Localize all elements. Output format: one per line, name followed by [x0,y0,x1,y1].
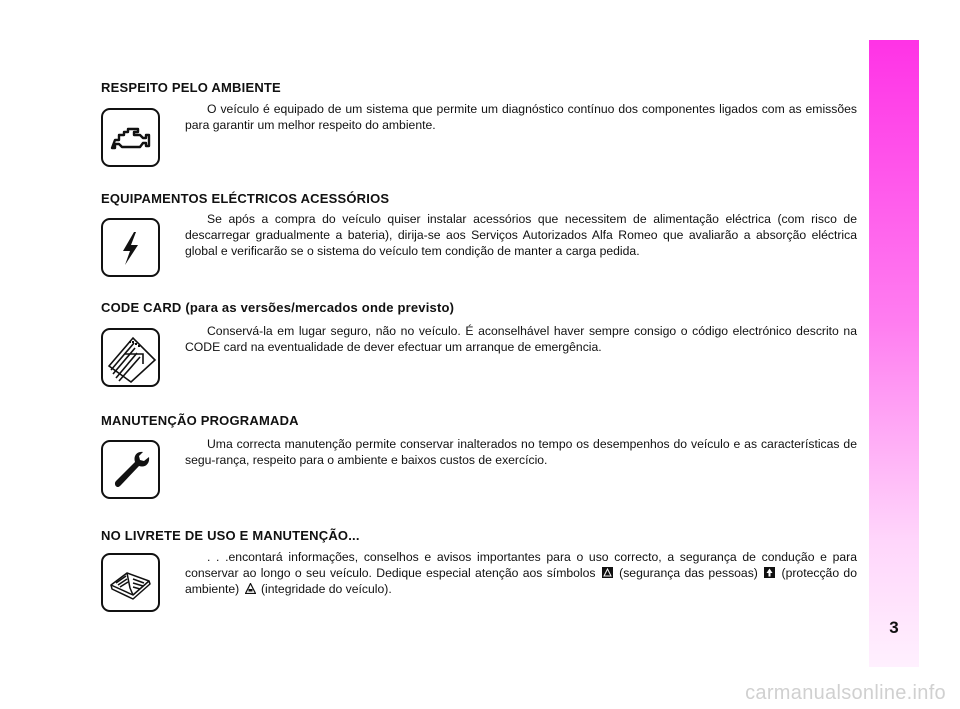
section-title: EQUIPAMENTOS ELÉCTRICOS ACESSÓRIOS [101,191,390,206]
page-number: 3 [889,618,899,637]
text-part: (integridade do veículo). [257,582,392,596]
vehicle-integrity-icon [245,583,256,594]
person-safety-icon [602,567,613,578]
text-part: . . .encontará informações, conselhos e avisos importantes para o uso correcto, a segurança de condução e para conservar ao longo o seu veículo. Dedique especial atenção aos símbolos [185,550,857,580]
section-text: O veículo é equipado de um sistema que permite um diagnóstico contínuo dos componentes ligados com as emissões para garantir um melhor respeito do ambiente. [185,102,857,132]
text-part: (protecção do ambiente) [185,566,857,596]
text-part: (segurança das pessoas) [614,566,763,580]
engine-check-icon [101,108,160,167]
code-card-icon [101,328,160,387]
section-title: RESPEITO PELO AMBIENTE [101,80,281,95]
lightning-bolt-icon [101,218,160,277]
environment-icon [764,567,775,578]
wrench-icon [101,440,160,499]
watermark: carmanualsonline.info [745,682,946,704]
section-text [185,549,857,597]
section-title: NO LIVRETE DE USO E MANUTENÇÃO... [101,528,360,543]
section-text: Se após a compra do veículo quiser instalar acessórios que necessitem de alimentação eléctrica (com risco de descarregar gradualmente a bateria), dirija-se aos Serviços Autorizados Alfa Romeo que avaliarão a absorção eléctrica global e verificarão se o sistema do veículo tem condição de manter a carga pedida. [185,212,857,258]
chapter-tab [869,40,919,667]
open-book-icon [101,553,160,612]
section-text: Conservá-la em lugar seguro, não no veículo. É aconselhável haver sempre consigo o código electrónico descrito na CODE card na eventualidade de dever efectuar um arranque de emergência. [185,324,857,354]
section-text: Uma correcta manutenção permite conservar inalterados no tempo os desempenhos do veículo e as características de segu-rança, respeito para o ambiente e baixos custos de exercício. [185,437,857,467]
section-title: MANUTENÇÃO PROGRAMADA [101,413,299,428]
section-title: CODE CARD (para as versões/mercados onde previsto) [101,300,455,315]
